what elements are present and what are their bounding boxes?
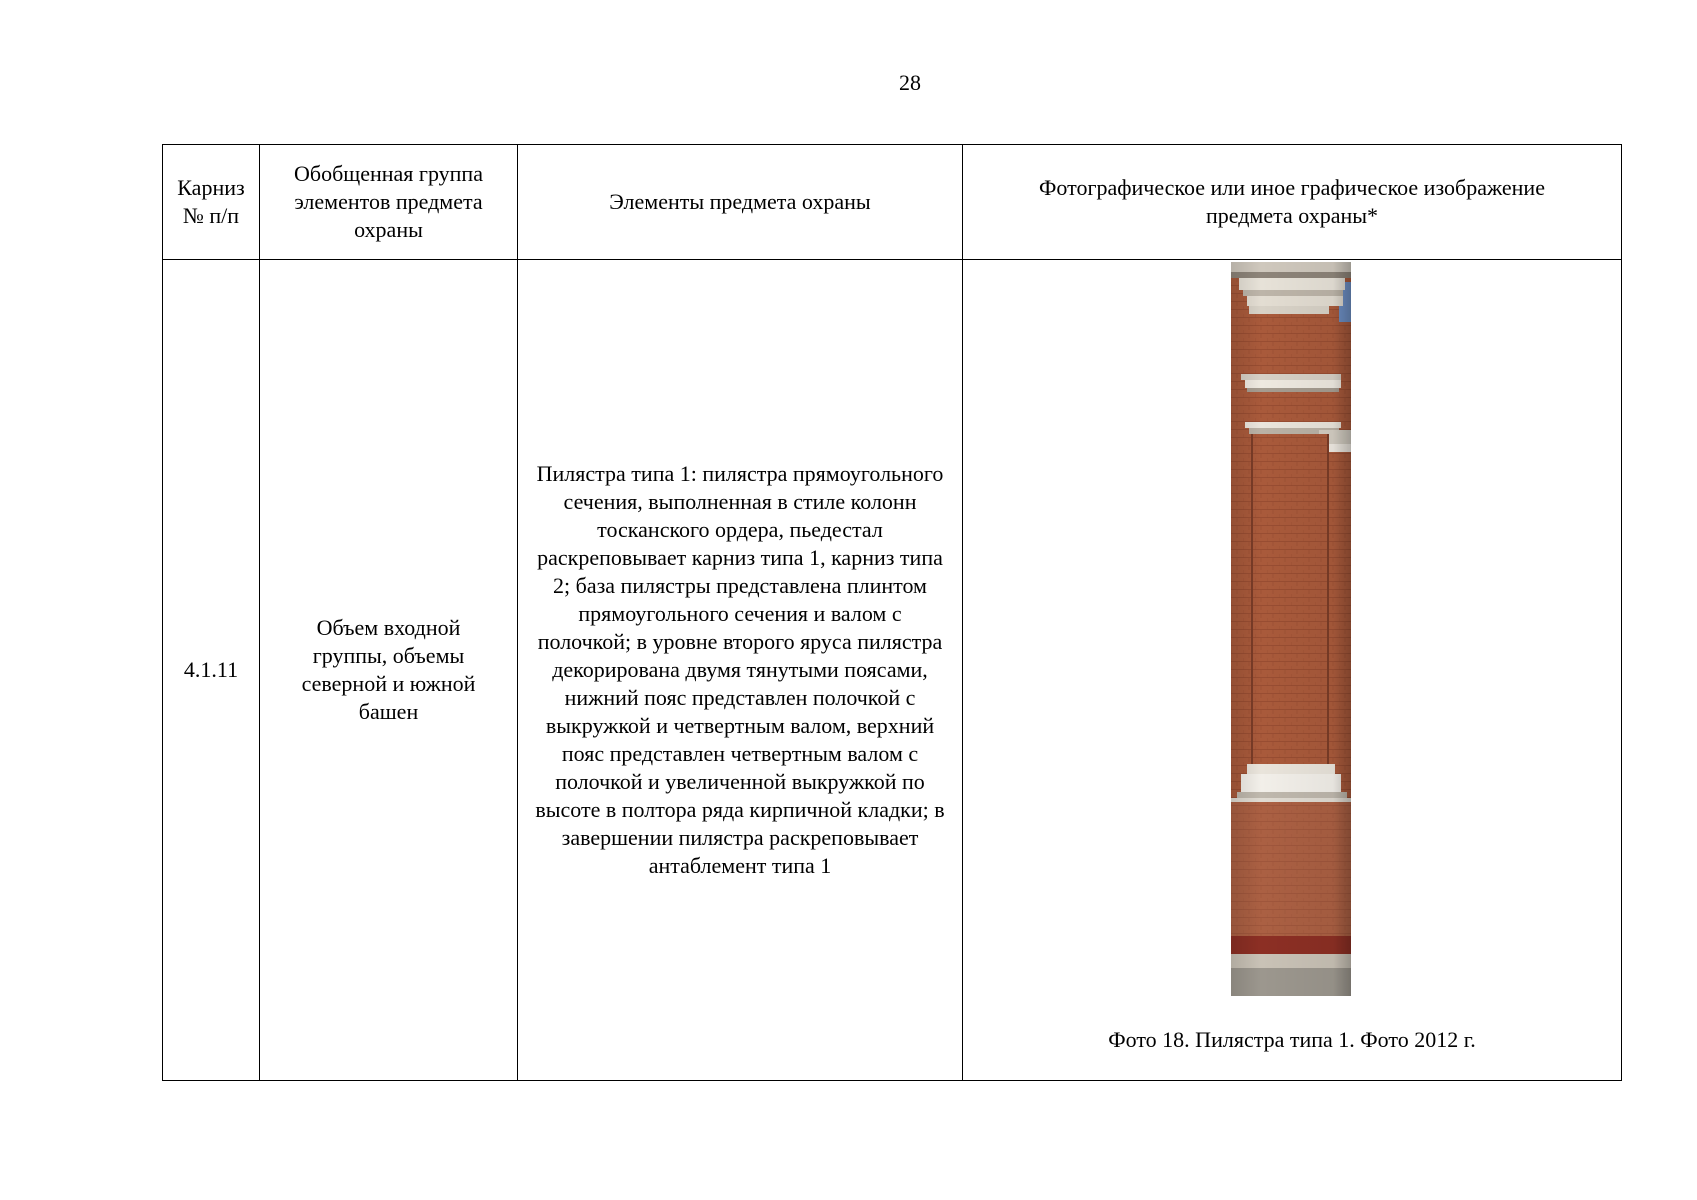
table-header-row xyxy=(163,145,1622,260)
photo-caption: Фото 18. Пилястра типа 1. Фото 2012 г. xyxy=(1108,1027,1476,1052)
header-elements: Элементы предмета охраны xyxy=(518,145,963,260)
row-photo-cell xyxy=(963,260,1622,1081)
row-elements-text: Пилястра типа 1: пилястра прямоугольного сечения, выполненная в стиле колонн тосканского ордера, пьедестал раскреповывает карниз типа 1, карниз типа 2; база пилястры представлена плинтом прямоугольного сечения и валом с полочкой; в уровне второго яруса пилястра декорирована двумя тянутыми поясами, нижний пояс представлен полочкой с выкружкой и четвертным валом, верхний пояс представлен четвертным валом с полочкой и увеличенной выкружкой по высоте в полтора ряда кирпичной кладки; в завершении пилястра раскреповывает антаблемент типа 1 xyxy=(535,461,945,878)
page-number: 28 xyxy=(899,70,921,95)
row-group: Объем входной группы, объемы северной и южной башен xyxy=(260,260,518,1081)
header-num: Карниз № п/п xyxy=(163,145,260,260)
header-photo: Фотографическое или иное графическое изображение предмета охраны* xyxy=(963,145,1622,260)
row-num: 4.1.11 xyxy=(163,260,260,1081)
protection-elements-table xyxy=(162,144,1622,1081)
header-group: Обобщенная группа элементов предмета охраны xyxy=(260,145,518,260)
table-row xyxy=(163,260,1622,1081)
row-elements xyxy=(518,260,963,1081)
pilaster-photo xyxy=(1231,262,1351,996)
